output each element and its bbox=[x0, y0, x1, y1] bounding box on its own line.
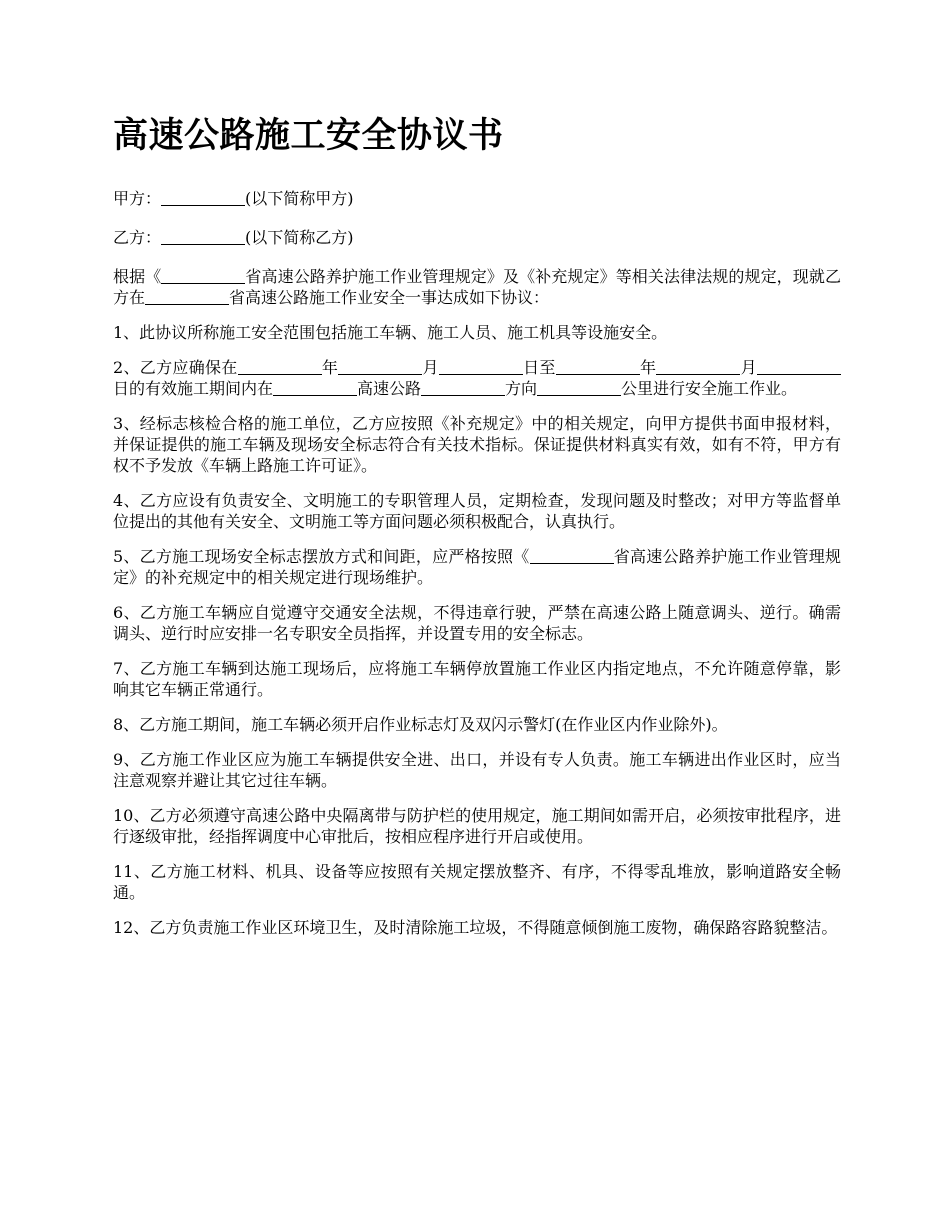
clause-3: 3、经标志核检合格的施工单位，乙方应按照《补充规定》中的相关规定，向甲方提供书面申报材料，并保证提供的施工车辆及现场安全标志符合有关技术指标。保证提供材料真实有效，如有不符，甲方有权不予发放《车辆上路施工许可证》。 bbox=[113, 414, 841, 475]
clause-2-text-8: 高速公路 bbox=[357, 379, 422, 398]
party-a-blank bbox=[161, 190, 245, 206]
kilometer-blank bbox=[537, 380, 621, 396]
start-year-blank bbox=[238, 359, 322, 375]
clause-9: 9、乙方施工作业区应为施工车辆提供安全进、出口，并设有专人负责。施工车辆进出作业区时，应当注意观察并避让其它过往车辆。 bbox=[113, 750, 841, 790]
clause-2 bbox=[113, 357, 841, 399]
clause-2-text-3: 月 bbox=[422, 358, 439, 377]
clause-2-text-7: 日的有效施工期间内在 bbox=[113, 379, 274, 398]
clause-5 bbox=[113, 546, 841, 588]
start-day-blank bbox=[439, 359, 523, 375]
highway-name-blank bbox=[273, 380, 357, 396]
clause-2-text-5: 年 bbox=[639, 358, 657, 377]
clause-11: 11、乙方施工材料、机具、设备等应按照有关规定摆放整齐、有序，不得零乱堆放，影响道路安全畅通。 bbox=[113, 862, 841, 902]
clause-5-text-2: 省高速公路养护施工作业管理规定》的补充规定中的相关规定进行现场维护。 bbox=[113, 547, 841, 587]
start-month-blank bbox=[338, 359, 422, 375]
end-year-blank bbox=[556, 359, 640, 375]
party-a-label: 甲方： bbox=[113, 189, 162, 208]
clause-2-text-10: 公里进行安全施工作业。 bbox=[621, 379, 798, 398]
clause-2-text-2: 年 bbox=[321, 358, 339, 377]
clause-1: 1、此协议所称施工安全范围包括施工车辆、施工人员、施工机具等设施安全。 bbox=[113, 323, 668, 342]
clause-2-text-6: 月 bbox=[740, 358, 757, 377]
direction-blank bbox=[421, 380, 505, 396]
clause-4: 4、乙方应设有负责安全、文明施工的专职管理人员，定期检查，发现问题及时整改；对甲方等监督单位提出的其他有关安全、文明施工等方面问题必须积极配合，认真执行。 bbox=[113, 491, 841, 531]
intro-text-3: 省高速公路施工作业安全一事达成如下协议： bbox=[229, 288, 550, 307]
intro-text-1: 根据《 bbox=[113, 267, 162, 286]
clause-2-text-4: 日至 bbox=[522, 358, 556, 377]
clause-7: 7、乙方施工车辆到达施工现场后，应将施工车辆停放置施工作业区内指定地点，不允许随意停靠，影响其它车辆正常通行。 bbox=[113, 659, 841, 699]
end-month-blank bbox=[656, 359, 740, 375]
intro-text-2: 省高速公路养护施工作业管理规定》及《补充规定》等相关法律法规的规定，现就乙方在 bbox=[113, 267, 841, 307]
clause-12: 12、乙方负责施工作业区环境卫生，及时清除施工垃圾，不得随意倾倒施工废物，确保路容路貌整洁。 bbox=[113, 918, 838, 937]
end-day-blank-b bbox=[813, 359, 841, 375]
party-b-line bbox=[113, 227, 841, 248]
party-a-line bbox=[113, 188, 841, 209]
clause-5-text-1: 5、乙方施工现场安全标志摆放方式和间距，应严格按照《 bbox=[113, 547, 530, 566]
party-a-note: (以下简称甲方) bbox=[245, 189, 354, 208]
end-day-blank-a bbox=[757, 359, 813, 375]
clause-2-text-9: 方向 bbox=[505, 379, 538, 398]
province-blank-2 bbox=[145, 289, 229, 305]
clause-6: 6、乙方施工车辆应自觉遵守交通安全法规，不得违章行驶，严禁在高速公路上随意调头、逆行。确需调头、逆行时应安排一名专职安全员指挥，并设置专用的安全标志。 bbox=[113, 603, 841, 643]
clause-2-text-1: 2、乙方应确保在 bbox=[113, 358, 238, 377]
party-b-note: (以下简称乙方) bbox=[245, 228, 354, 247]
province-blank-1 bbox=[161, 268, 245, 284]
party-b-label: 乙方： bbox=[113, 228, 162, 247]
document-page bbox=[113, 112, 841, 952]
province-blank-3 bbox=[530, 548, 614, 564]
document-title: 高速公路施工安全协议书 bbox=[113, 115, 504, 156]
intro-paragraph bbox=[113, 266, 841, 308]
party-b-blank bbox=[161, 229, 245, 245]
clause-10: 10、乙方必须遵守高速公路中央隔离带与防护栏的使用规定，施工期间如需开启，必须按审批程序，进行逐级审批，经指挥调度中心审批后，按相应程序进行开启或使用。 bbox=[113, 806, 841, 846]
clause-8: 8、乙方施工期间，施工车辆必须开启作业标志灯及双闪示警灯(在作业区内作业除外)。 bbox=[113, 715, 728, 734]
